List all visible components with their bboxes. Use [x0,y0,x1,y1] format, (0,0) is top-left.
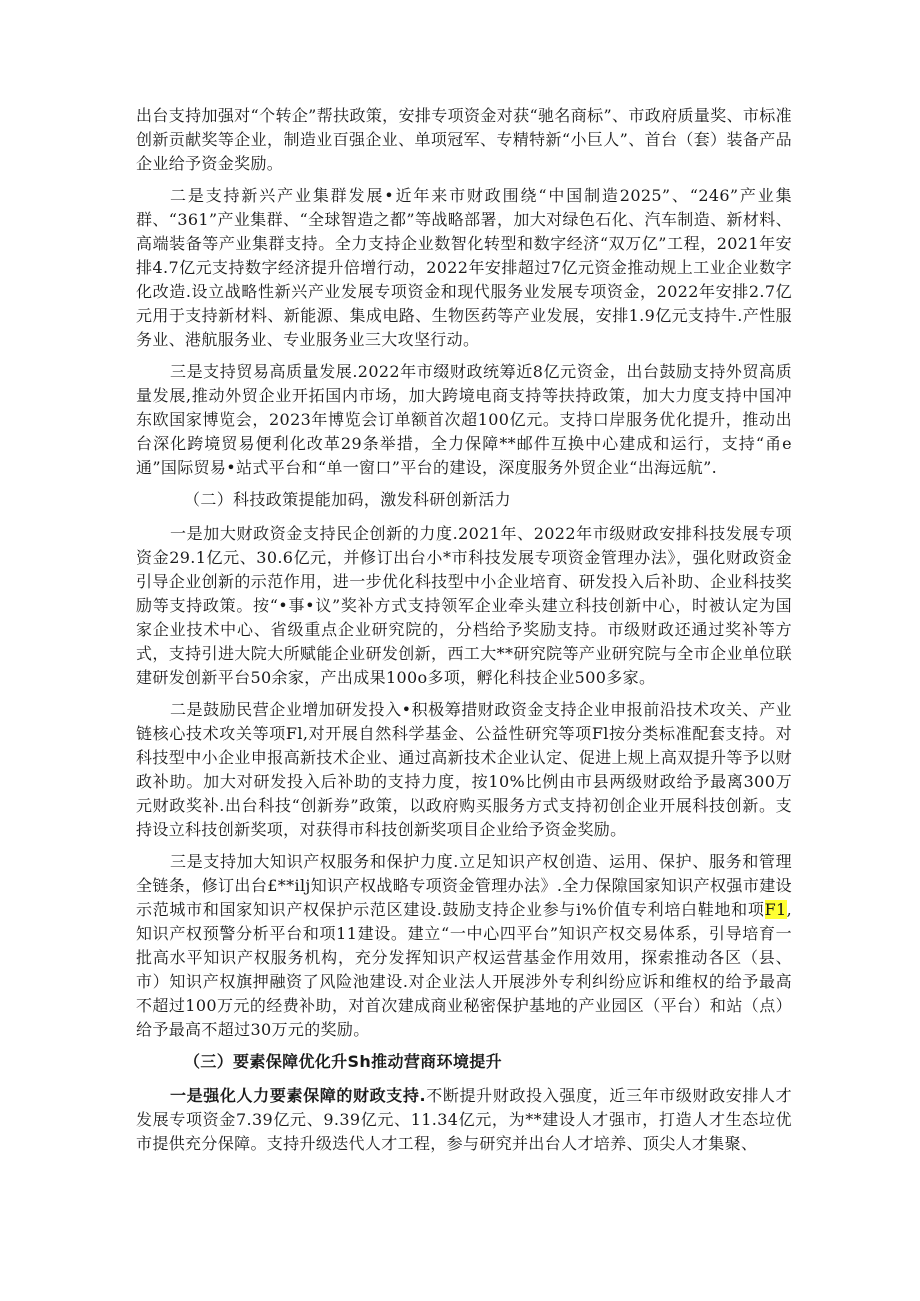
paragraph-6-text-start: 三是支持加大知识产权服务和保护力度.立足知识产权创造、运用、保护、服务和管理全链条，修订出台£**ilj知识产权战略专项资金管理办法》.全力保隙国家知识产权强市建设示范城市和国家知识产权保护示范区建设.鼓励支持企业参与i%价值专利培白鞋地和项 [136,852,792,919]
paragraph-5: 二是鼓励民营企业增加研发投入•积极筹措财政资金支持企业申报前沿技术攻关、产业链核心技术攻关等项Fl,对开展自然科学基金、公益性研究等项Fl按分类标准配套支持。对科技型中小企业申报高新技术企业、通过高新技术企业认定、促进上规上高双提升等予以财政补助。加大对研发投入后补助的支持力度，按10%比例由市县两级财政给予最离300万元财政奖补.出台科技“创新券”政策，以政府购买服务方式支持初创企业开展科技创新。支持设立科技创新奖项，对获得市科技创新奖项目企业给予资金奖励。 [136,700,792,839]
paragraph-7-lead: 一是强化人力要素保障的财政支持. [170,1086,426,1105]
paragraph-4: 一是加大财政资金支持民企创新的力度.2021年、2022年市级财政安排科技发展专项资金29.1亿元、30.6亿元，并修订出台小*市科技发展专项资金管理办法》，强化财政资金引导企业创新的示范作用，进一步优化科技型中小企业培育、研发投入后补助、企业科技奖励等支持政策。按“•事•议”奖补方式支持领军企业牵头建立科技创新中心，时被认定为国家企业技术中心、省级重点企业研究院的，分档给予奖励支持。市级财政还通过奖补等方式，支持引进大院大所赋能企业研发创新，西工大**研究院等产业研究院与全市企业单位联建研发创新平台50余家，产出成果100o多项，孵化科技企业500多家。 [136,524,792,687]
paragraph-1: 出台支持加强对“个转企”帮扶政策，安排专项资金对获“驰名商标”、市政府质量奖、市标准创新贡献奖等企业，制造业百强企业、单项冠军、专精特新“小巨人”、首台（套）装备产品企业给予资金奖励。 [136,106,792,173]
paragraph-7-text: 不断提升财政投入强度，近三年市级财政安排人才发展专项资金7.39亿元、9.39亿元、11.34亿元，为**建设人才强市，打造人才生态垃优市提供充分保障。支持升级迭代人才工程，参与研究并出台人才培养、顶尖人才集聚、 [136,1086,792,1153]
document-page [136,104,792,1164]
paragraph-2: 二是支持新兴产业集群发展•近年来市财政围绕“中国制造2025”、“246”产业集群、“361”产业集群、“全球智造之都”等战略部署，加大对绿色石化、汽车制造、新材料、高端装备等产业集群支持。全力支持企业数智化转型和数字经济“双万亿”工程，2021年安排4.7亿元支持数字经济提升倍增行动，2022年安排超过7亿元资金推动规上工业企业数字化改造.设立战略性新兴产业发展专项资金和现代服务业发展专项资金，2022年安排2.7亿元用于支持新材料、新能源、集成电路、生物医药等产业发展，安排1.9亿元支持牛.产性服务业、港航服务业、专业服务业三大攻坚行动。 [136,186,792,349]
paragraph-6-text-end: ,知识产权预警分析平台和项11建设。建立“一中心四平台”知识产权交易体系，引导培育一批高水平知识产权服务机构，充分发挥知识产权运营基金作用效用，探索推动各区（县、市）知识产权旗押融资了风险池建设.对企业法人开展涉外专利纠纷应诉和维权的给予最高不超过100万元的经费补助，对首次建成商业秘密保护基地的产业园区（平台）和站（点）给予最高不超过30万元的奖励。 [136,900,792,1039]
paragraph-6 [136,850,792,1042]
section-heading-3: （三）要素保障优化升Sh推动营商环境提升 [184,1052,502,1071]
section-heading-2: （二）科技政策提能加码，激发科研创新活力 [184,490,512,509]
paragraph-7 [136,1084,792,1156]
paragraph-3: 三是支持贸易高质量发展.2022年市缀财政统筹近8亿元资金，出台鼓励支持外贸高质量发展,推动外贸企业开拓国内市场，加大跨境电商支持等扶持政策，加大力度支持中国冲东欧国家博览会，2023年博览会订单额首次超100亿元。支持口岸服务优化提升，推动出台深化跨境贸易便利化改革29条举措，全力保障**邮件互换中心建成和运行，支持“甬e通”国际贸易•站式平台和“单一窗口”平台的建设，深度服务外贸企业“出海远航”. [136,362,792,477]
highlighted-text: F1 [764,900,787,919]
